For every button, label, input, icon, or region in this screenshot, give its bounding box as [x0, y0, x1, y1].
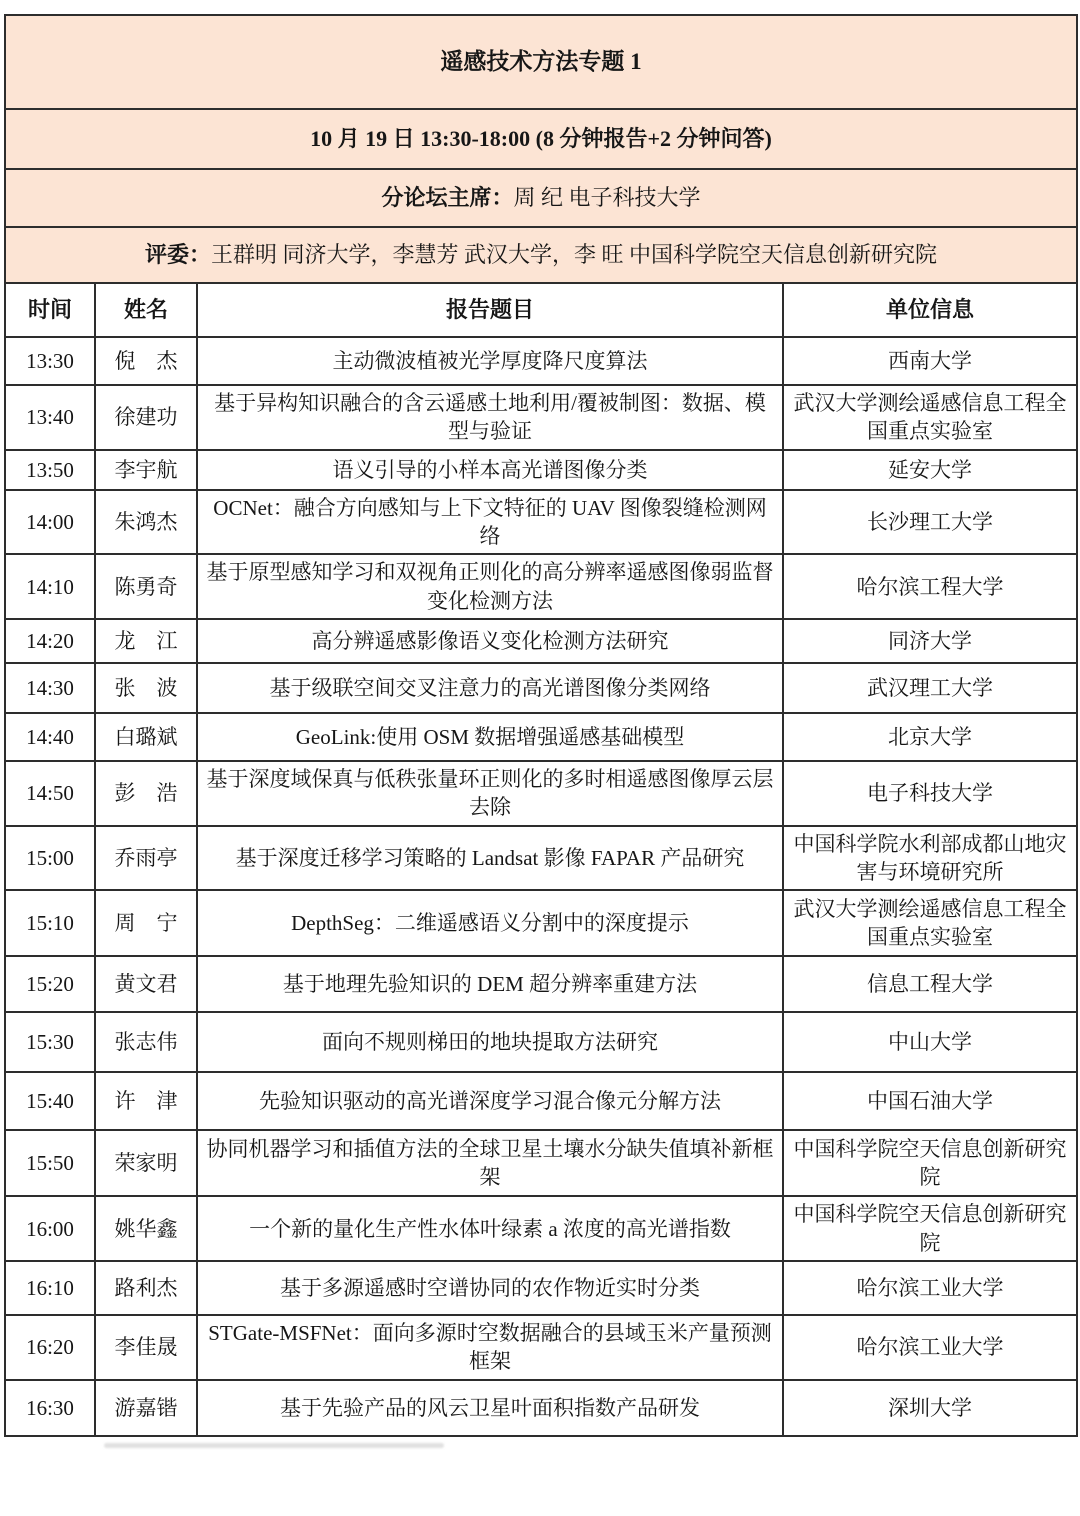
column-header-org: 单位信息	[783, 283, 1077, 337]
talk-title: 先验知识驱动的高光谱深度学习混合像元分解方法	[197, 1072, 783, 1130]
judges-value: 王群明 同济大学，李慧芳 武汉大学，李 旺 中国科学院空天信息创新研究院	[211, 242, 938, 268]
schedule-row	[5, 1261, 1077, 1315]
schedule-row	[5, 450, 1077, 490]
talk-time: 15:10	[5, 890, 95, 956]
talk-affiliation: 长沙理工大学	[783, 490, 1077, 555]
talk-affiliation: 中国科学院水利部成都山地灾害与环境研究所	[783, 826, 1077, 891]
talk-affiliation: 延安大学	[783, 450, 1077, 490]
talk-speaker: 周 宁	[95, 890, 197, 956]
talk-speaker: 路利杰	[95, 1261, 197, 1315]
talk-title: 基于深度域保真与低秩张量环正则化的多时相遥感图像厚云层去除	[197, 761, 783, 826]
schedule-row	[5, 1130, 1077, 1196]
talk-time: 13:30	[5, 337, 95, 385]
schedule-row	[5, 890, 1077, 956]
schedule-table	[4, 14, 1078, 1437]
talk-speaker: 龙 江	[95, 619, 197, 663]
talk-speaker: 朱鸿杰	[95, 490, 197, 555]
talk-title: DepthSeg：二维遥感语义分割中的深度提示	[197, 890, 783, 956]
talk-title: 基于深度迁移学习策略的 Landsat 影像 FAPAR 产品研究	[197, 826, 783, 891]
talk-speaker: 张志伟	[95, 1012, 197, 1072]
talk-title: 基于原型感知学习和双视角正则化的高分辨率遥感图像弱监督变化检测方法	[197, 554, 783, 619]
column-header-time: 时间	[5, 283, 95, 337]
talk-title: 一个新的量化生产性水体叶绿素 a 浓度的高光谱指数	[197, 1196, 783, 1261]
schedule-row	[5, 1012, 1077, 1072]
schedule-row	[5, 663, 1077, 713]
talk-affiliation: 电子科技大学	[783, 761, 1077, 826]
talk-affiliation: 西南大学	[783, 337, 1077, 385]
schedule-row	[5, 554, 1077, 619]
column-header-title: 报告题目	[197, 283, 783, 337]
session-judges-row	[5, 227, 1077, 283]
schedule-row	[5, 826, 1077, 891]
talk-time: 16:10	[5, 1261, 95, 1315]
talk-speaker: 张 波	[95, 663, 197, 713]
schedule-row	[5, 1380, 1077, 1436]
schedule-row	[5, 1072, 1077, 1130]
talk-title: 面向不规则梯田的地块提取方法研究	[197, 1012, 783, 1072]
talk-title: 高分辨遥感影像语义变化检测方法研究	[197, 619, 783, 663]
talk-time: 16:30	[5, 1380, 95, 1436]
talk-affiliation: 武汉大学测绘遥感信息工程全国重点实验室	[783, 385, 1077, 450]
conference-schedule-sheet	[4, 14, 1076, 1448]
talk-title: 协同机器学习和插值方法的全球卫星土壤水分缺失值填补新框架	[197, 1130, 783, 1196]
talk-speaker: 游嘉锴	[95, 1380, 197, 1436]
talk-time: 14:10	[5, 554, 95, 619]
talk-speaker: 倪 杰	[95, 337, 197, 385]
talk-speaker: 陈勇奇	[95, 554, 197, 619]
talk-time: 15:40	[5, 1072, 95, 1130]
talk-title: 语义引导的小样本高光谱图像分类	[197, 450, 783, 490]
talk-speaker: 李佳晟	[95, 1315, 197, 1380]
session-chair-cell	[5, 169, 1077, 227]
talk-affiliation: 中国科学院空天信息创新研究院	[783, 1196, 1077, 1261]
talk-speaker: 许 津	[95, 1072, 197, 1130]
talk-time: 14:00	[5, 490, 95, 555]
chair-label: 分论坛主席：	[381, 185, 514, 211]
talk-time: 14:20	[5, 619, 95, 663]
talk-affiliation: 同济大学	[783, 619, 1077, 663]
talk-time: 15:30	[5, 1012, 95, 1072]
judges-label: 评委：	[144, 242, 211, 268]
talk-speaker: 白璐斌	[95, 713, 197, 761]
schedule-row	[5, 385, 1077, 450]
talk-affiliation: 哈尔滨工业大学	[783, 1315, 1077, 1380]
schedule-row	[5, 956, 1077, 1012]
talk-title: 基于级联空间交叉注意力的高光谱图像分类网络	[197, 663, 783, 713]
talk-affiliation: 哈尔滨工程大学	[783, 554, 1077, 619]
talk-affiliation: 中国科学院空天信息创新研究院	[783, 1130, 1077, 1196]
scan-artifact	[104, 1443, 444, 1448]
schedule-row	[5, 337, 1077, 385]
talk-time: 16:20	[5, 1315, 95, 1380]
session-judges-cell	[5, 227, 1077, 283]
talk-time: 14:40	[5, 713, 95, 761]
talk-time: 14:50	[5, 761, 95, 826]
talk-time: 16:00	[5, 1196, 95, 1261]
talk-title: 基于异构知识融合的含云遥感土地利用/覆被制图：数据、模型与验证	[197, 385, 783, 450]
column-header-row	[5, 283, 1077, 337]
talk-speaker: 徐建功	[95, 385, 197, 450]
session-title: 遥感技术方法专题 1	[5, 15, 1077, 109]
talk-speaker: 荣家明	[95, 1130, 197, 1196]
talk-title: STGate-MSFNet：面向多源时空数据融合的县域玉米产量预测框架	[197, 1315, 783, 1380]
talk-time: 14:30	[5, 663, 95, 713]
talk-title: 基于多源遥感时空谱协同的农作物近实时分类	[197, 1261, 783, 1315]
talk-time: 13:40	[5, 385, 95, 450]
chair-value: 周 纪 电子科技大学	[513, 185, 701, 211]
talk-title: 基于先验产品的风云卫星叶面积指数产品研发	[197, 1380, 783, 1436]
schedule-row	[5, 490, 1077, 555]
schedule-row	[5, 761, 1077, 826]
talk-title: GeoLink:使用 OSM 数据增强遥感基础模型	[197, 713, 783, 761]
talk-title: 主动微波植被光学厚度降尺度算法	[197, 337, 783, 385]
session-title-row	[5, 15, 1077, 109]
talk-speaker: 姚华鑫	[95, 1196, 197, 1261]
talk-speaker: 彭 浩	[95, 761, 197, 826]
session-time-row	[5, 109, 1077, 169]
schedule-body	[5, 337, 1077, 1436]
talk-time: 15:00	[5, 826, 95, 891]
session-chair-row	[5, 169, 1077, 227]
schedule-row	[5, 1196, 1077, 1261]
talk-time: 13:50	[5, 450, 95, 490]
talk-affiliation: 中山大学	[783, 1012, 1077, 1072]
talk-title: 基于地理先验知识的 DEM 超分辨率重建方法	[197, 956, 783, 1012]
talk-speaker: 乔雨亭	[95, 826, 197, 891]
column-header-name: 姓名	[95, 283, 197, 337]
schedule-row	[5, 619, 1077, 663]
talk-affiliation: 信息工程大学	[783, 956, 1077, 1012]
talk-title: OCNet：融合方向感知与上下文特征的 UAV 图像裂缝检测网络	[197, 490, 783, 555]
talk-time: 15:20	[5, 956, 95, 1012]
session-datetime: 10 月 19 日 13:30-18:00 (8 分钟报告+2 分钟问答)	[5, 109, 1077, 169]
talk-speaker: 黄文君	[95, 956, 197, 1012]
talk-speaker: 李宇航	[95, 450, 197, 490]
talk-affiliation: 中国石油大学	[783, 1072, 1077, 1130]
talk-affiliation: 哈尔滨工业大学	[783, 1261, 1077, 1315]
talk-affiliation: 深圳大学	[783, 1380, 1077, 1436]
talk-affiliation: 北京大学	[783, 713, 1077, 761]
talk-time: 15:50	[5, 1130, 95, 1196]
schedule-row	[5, 713, 1077, 761]
talk-affiliation: 武汉大学测绘遥感信息工程全国重点实验室	[783, 890, 1077, 956]
schedule-row	[5, 1315, 1077, 1380]
talk-affiliation: 武汉理工大学	[783, 663, 1077, 713]
